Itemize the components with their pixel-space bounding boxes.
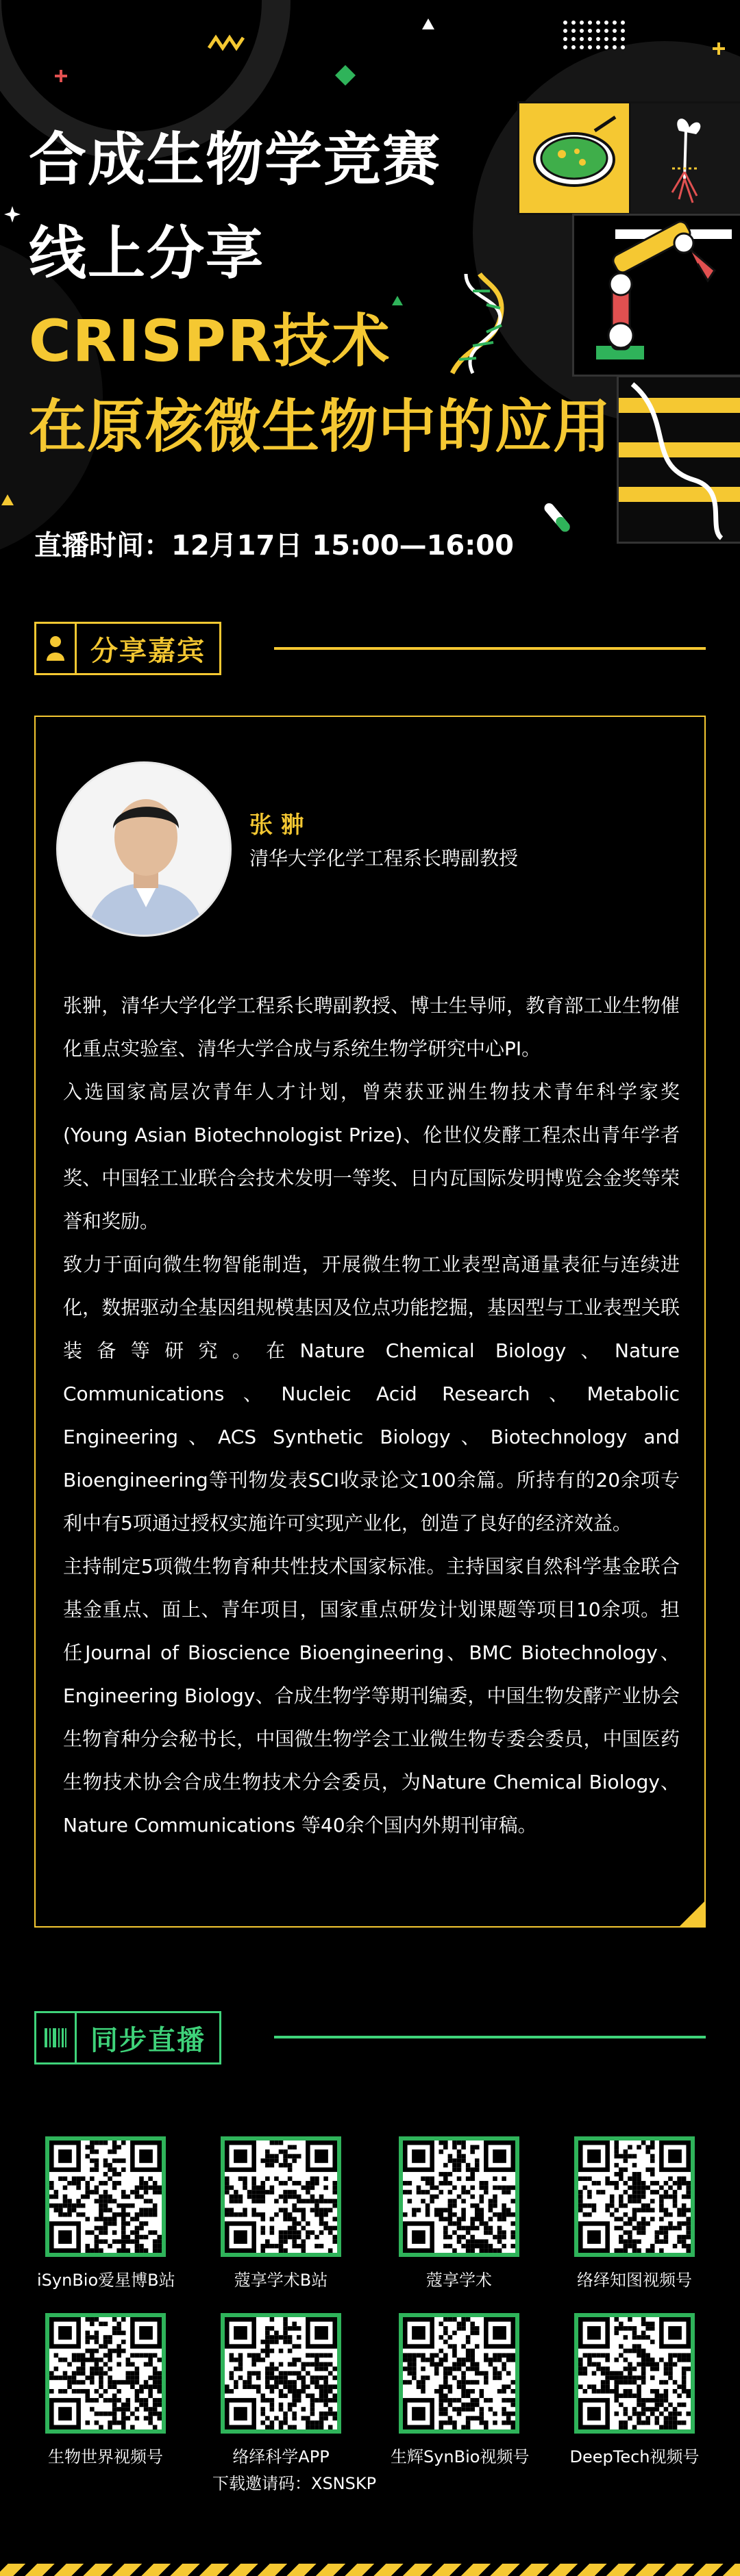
dna-stripes-tile	[617, 375, 740, 544]
diamond-icon	[334, 64, 357, 87]
speaker-section-header	[34, 622, 221, 675]
qr-pattern	[403, 2141, 515, 2253]
bio-paragraph: 入选国家高层次青年人才计划，曾荣获亚洲生物技术青年科学家奖(Young Asian Biotechnologist Prize)、伦世仪发酵工程杰出青年学者奖、中国轻工业联合会技术发明一等奖、日内瓦国际发明博览会金奖等荣誉和奖励。	[63, 1081, 680, 1233]
hero-section	[0, 0, 740, 589]
dot-grid-icon	[562, 19, 630, 51]
qr-channel-label: iSynBio爱星博B站	[37, 2271, 175, 2290]
qr-finder-mark	[49, 2398, 81, 2429]
qr-channel-label: 络绎科学APP	[232, 2447, 330, 2466]
speaker-name: 张 翀	[249, 811, 304, 839]
qr-pattern	[49, 2317, 162, 2429]
qr-channel-label: 蔻享学术	[426, 2271, 492, 2290]
qr-channel-label: 络绎知图视频号	[577, 2271, 692, 2290]
qr-code[interactable]	[399, 2313, 519, 2434]
qr-pattern	[225, 2317, 337, 2429]
qr-code[interactable]	[221, 2313, 341, 2434]
qr-code[interactable]	[574, 2313, 695, 2434]
hero-title-line-3: CRISPR技术	[29, 307, 391, 375]
qr-finder-mark	[578, 2221, 610, 2253]
qr-channel-label: DeepTech视频号	[569, 2447, 700, 2466]
qr-pattern	[403, 2317, 515, 2429]
qr-finder-mark	[403, 2398, 434, 2429]
qr-pattern	[578, 2317, 691, 2429]
petri-dish-tile	[517, 101, 631, 215]
qr-code[interactable]	[45, 2313, 166, 2434]
qr-channel[interactable]	[391, 2313, 528, 2467]
test-tube-icon	[541, 498, 576, 540]
qr-finder-mark	[484, 2317, 515, 2349]
plus-icon	[711, 41, 726, 56]
dna-helix-icon	[439, 270, 514, 380]
qr-finder-mark	[225, 2221, 256, 2253]
qr-finder-mark	[403, 2141, 434, 2172]
qr-finder-mark	[306, 2141, 337, 2172]
bio-paragraph: 致力于面向微生物智能制造，开展微生物工业表型高通量表征与连续进化，数据驱动全基因组规模基因及位点功能挖掘，基因型与工业表型关联装备等研究。在Nature Chemical Biology、Nature Communications、Nucleic Acid Research、Metabolic Engineering、ACS Synthetic Biology、Biotechnology and Bioengineering等刊物发表SCI收录论文100余篇。所持有的20余项专利中有5项通过授权实施许可实现产业化，创造了良好的经济效益。	[63, 1253, 680, 1535]
qr-code[interactable]	[399, 2136, 519, 2257]
squiggle-icon	[206, 27, 254, 55]
speaker-bio	[63, 984, 680, 1847]
speaker-title: 清华大学化学工程系长聘副教授	[249, 847, 519, 870]
hero-title-line-4: 在原核微生物中的应用	[29, 393, 612, 460]
qr-finder-mark	[49, 2221, 81, 2253]
hero-title-line-2: 线上分享	[29, 220, 265, 287]
qr-finder-mark	[49, 2317, 81, 2349]
live-section-header	[34, 2011, 221, 2064]
qr-channel-label: 生辉SynBio视频号	[391, 2447, 530, 2466]
qr-code-grid	[0, 2136, 740, 2520]
avatar-portrait-icon	[58, 763, 232, 937]
speaker-avatar	[56, 761, 232, 937]
qr-finder-mark	[578, 2398, 610, 2429]
qr-finder-mark	[225, 2398, 256, 2429]
qr-finder-mark	[659, 2141, 691, 2172]
qr-finder-mark	[578, 2141, 610, 2172]
invite-code: 下载邀请码：XSNSKP	[212, 2474, 377, 2493]
qr-finder-mark	[403, 2221, 434, 2253]
qr-channel-label: 蔻享学术B站	[234, 2271, 328, 2290]
bio-paragraph: 张翀，清华大学化学工程系长聘副教授、博士生导师，教育部工业生物催化重点实验室、清华大学合成与系统生物学研究中心PI。	[63, 994, 680, 1060]
hero-title-line-1: 合成生物学竞赛	[29, 126, 442, 193]
qr-finder-mark	[659, 2317, 691, 2349]
qr-finder-mark	[484, 2141, 515, 2172]
qr-finder-mark	[130, 2141, 162, 2172]
live-header-line	[274, 2036, 706, 2038]
qr-pattern	[49, 2141, 162, 2253]
qr-finder-mark	[306, 2317, 337, 2349]
sprout-icon	[631, 103, 740, 213]
speaker-card	[34, 716, 706, 1928]
person-icon	[36, 624, 77, 673]
qr-pattern	[578, 2141, 691, 2253]
bottom-stripe	[0, 2564, 740, 2576]
robot-arm-tile	[572, 214, 740, 377]
speaker-header-line	[274, 647, 706, 650]
triangle-icon	[421, 17, 436, 31]
cross-icon	[53, 68, 69, 84]
qr-channel[interactable]	[37, 2136, 174, 2290]
petri-dish-icon	[519, 103, 629, 213]
qr-finder-mark	[403, 2317, 434, 2349]
qr-channel[interactable]	[391, 2136, 528, 2290]
qr-code[interactable]	[45, 2136, 166, 2257]
robot-arm-icon	[574, 216, 740, 375]
qr-channel[interactable]	[566, 2136, 703, 2290]
bio-paragraph: 主持制定5项微生物育种共性技术国家标准。主持国家自然科学基金联合基金重点、面上、青年项目，国家重点研发计划课题等项目10余项。担任Journal of Bioscience Bioengineering、BMC Biotechnology、Engineering Biology、合成生物学等期刊编委，中国生物发酵产业协会生物育种分会秘书长，中国微生物学会工业微生物专委会委员，中国医药生物技术协会合成生物技术分会委员，为Nature Chemical Biology、Nature Communications 等40余个国内外期刊审稿。	[63, 1555, 680, 1836]
qr-channel[interactable]	[212, 2136, 349, 2290]
barcode-icon	[36, 2013, 77, 2062]
live-section-title: 同步直播	[90, 2024, 206, 2056]
small-triangle-icon	[391, 294, 404, 307]
qr-finder-mark	[49, 2141, 81, 2172]
dna-stripes-icon	[619, 377, 740, 542]
live-time: 直播时间：12月17日 15:00—16:00	[34, 530, 514, 561]
qr-code[interactable]	[221, 2136, 341, 2257]
qr-channel-label: 生物世界视频号	[48, 2447, 163, 2466]
qr-finder-mark	[225, 2141, 256, 2172]
qr-finder-mark	[578, 2317, 610, 2349]
qr-code[interactable]	[574, 2136, 695, 2257]
star-sparkle-icon	[3, 205, 21, 223]
qr-pattern	[225, 2141, 337, 2253]
qr-finder-mark	[130, 2317, 162, 2349]
plant-sprout-tile	[629, 101, 740, 215]
card-corner-icon	[680, 1902, 704, 1926]
qr-channel[interactable]	[566, 2313, 703, 2467]
speaker-section-title: 分享嘉宾	[90, 635, 206, 667]
qr-channel[interactable]	[212, 2313, 377, 2494]
qr-finder-mark	[225, 2317, 256, 2349]
small-triangle-icon-2	[0, 493, 15, 507]
qr-channel[interactable]	[37, 2313, 174, 2467]
